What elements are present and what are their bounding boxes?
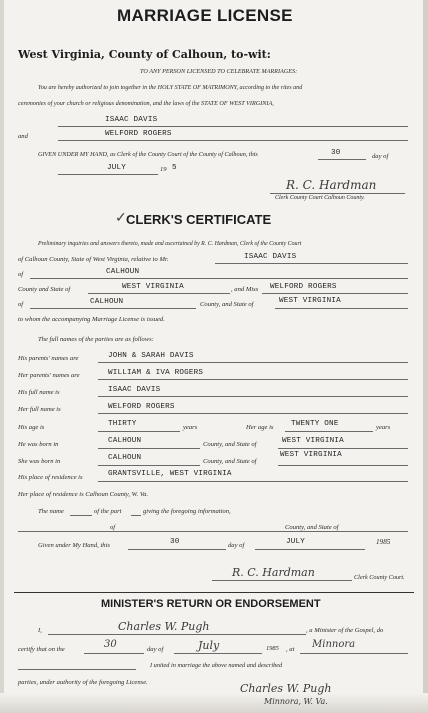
his-residence-label: His place of residence is <box>18 474 83 481</box>
license-day: 30 <box>331 149 341 157</box>
her-full-name: WELFORD ROGERS <box>108 403 175 411</box>
minister-signature-place: Minnora, W. Va. <box>264 697 328 706</box>
mr-name: ISAAC DAVIS <box>244 253 297 261</box>
name-of-part-a: The name <box>38 508 64 515</box>
clerk-signature-certificate: R. C. Hardman <box>232 566 315 579</box>
minister-place: Minnora <box>312 639 356 650</box>
his-age-label: His age is <box>18 424 45 431</box>
her-full-name-label: Her full name is <box>18 406 61 413</box>
given-month: JULY <box>286 538 306 546</box>
name-blank-underline <box>70 515 92 516</box>
she-born-state: WEST VIRGINIA <box>280 451 342 459</box>
minister-title: MINISTER'S RETURN OR ENDORSEMENT <box>101 598 321 610</box>
full-names-intro: The full names of the parties are as follows: <box>38 336 154 343</box>
clerk-caption-license: Clerk County Court Calhoun County. <box>275 195 365 201</box>
minister-year: 1985 <box>266 645 279 652</box>
minister-blank-underline <box>18 669 136 670</box>
bride-county: CALHOUN <box>90 298 124 306</box>
name-of-part-b: of the part <box>94 508 122 515</box>
clerk-caption-certificate: Clerk County Court. <box>354 574 405 581</box>
and-label: and <box>18 133 28 140</box>
united-text: I united in marriage the above named and described <box>150 662 283 669</box>
groom-town: CALHOUN <box>106 268 140 276</box>
his-age-underline <box>98 431 180 432</box>
her-residence-text: Her place of residence is Calhoun County, W. Va. <box>18 491 149 498</box>
of-label: of <box>18 271 24 278</box>
minister-day: 30 <box>104 639 117 650</box>
minister-day-of: day of <box>147 646 164 653</box>
miss-name: WELFORD ROGERS <box>270 283 337 291</box>
he-born-underline <box>98 448 200 449</box>
given-hand-label: Given under My Hand, this <box>38 542 110 549</box>
to-whom-text: to whom the accompanying Marriage License is issued. <box>18 316 165 323</box>
minister-of-gospel: , a Minister of the Gospel, do <box>306 627 384 634</box>
minister-i-label: I, <box>38 627 42 634</box>
part-blank-underline <box>131 515 141 516</box>
minister-at-label: , at <box>286 646 295 653</box>
minister-name-signed: Charles W. Pugh <box>118 620 210 633</box>
certificate-title: CLERK'S CERTIFICATE <box>126 212 272 227</box>
he-born-state-underline <box>278 448 408 449</box>
his-full-name-underline <box>98 396 408 397</box>
state-county-heading: West Virginia, County of Calhoun, to-wit: <box>18 48 271 61</box>
minister-month-underline <box>174 653 262 654</box>
certify-label: certify that on the <box>18 646 65 653</box>
minister-month: July <box>198 639 220 652</box>
page-edge-right <box>423 0 428 713</box>
groom-town-underline <box>30 278 408 279</box>
bride-county-underline <box>30 308 196 309</box>
his-age: THIRTY <box>108 420 137 428</box>
license-title: MARRIAGE LICENSE <box>117 6 293 25</box>
bride-of-label: of <box>18 301 24 308</box>
her-parents: WILLIAM & IVA ROGERS <box>108 369 204 377</box>
he-born-state: WEST VIRGINIA <box>282 437 344 445</box>
mr-name-underline <box>215 263 408 264</box>
his-full-name-label: His full name is <box>18 389 60 396</box>
inquiry-line-2: of Calhoun County, State of West Virginia, relative to Mr. <box>18 256 169 263</box>
minister-place-underline <box>300 653 408 654</box>
license-month-underline <box>58 174 158 175</box>
authorize-line-2: ceremonies of your church or religious denomination, and the laws of the STATE OF WEST VIRGINIA, <box>18 100 274 107</box>
given-year: 1985 <box>376 538 391 546</box>
her-age-underline <box>285 431 373 432</box>
license-month: JULY <box>107 164 127 172</box>
county-state-label: County and State of <box>18 286 71 293</box>
given-month-underline <box>255 549 365 550</box>
clerk-signature-certificate-underline <box>212 580 352 581</box>
of-label-2: of <box>110 524 116 531</box>
license-year-prefix: 19 <box>160 166 167 173</box>
she-born-state-underline <box>278 465 408 466</box>
minister-day-underline <box>84 653 144 654</box>
groom-underline <box>58 126 408 127</box>
her-age-label: Her age is <box>246 424 274 431</box>
her-age: TWENTY ONE <box>291 420 339 428</box>
he-born-state-label: County, and State of <box>203 441 257 448</box>
she-born: CALHOUN <box>108 454 142 462</box>
miss-name-underline <box>262 293 408 294</box>
given-under-hand-text: GIVEN UNDER MY HAND, as Clerk of the County Court of the County of Calhoun, this <box>38 151 258 158</box>
section-divider <box>14 592 414 593</box>
license-day-underline <box>318 159 366 160</box>
groom-state: WEST VIRGINIA <box>122 283 184 291</box>
bride-state-underline <box>275 308 408 309</box>
groom-state-underline <box>88 293 230 294</box>
minister-signature: Charles W. Pugh <box>240 682 332 695</box>
his-parents: JOHN & SARAH DAVIS <box>108 352 194 360</box>
bride-name: WELFORD ROGERS <box>105 130 172 138</box>
given-day: 30 <box>170 538 180 546</box>
her-parents-underline <box>98 379 408 380</box>
license-day-of: day of <box>372 153 389 160</box>
authorize-line-1: You are hereby authorized to join together in the HOLY STATE OF MATRIMONY, according to the rites and <box>38 85 303 91</box>
she-born-underline <box>98 465 200 466</box>
minister-name-underline <box>48 634 306 635</box>
his-residence: GRANTSVILLE, WEST VIRGINIA <box>108 470 232 478</box>
he-born: CALHOUN <box>108 437 142 445</box>
informant-county-underline <box>118 531 284 532</box>
name-of-part-c: giving the foregoing information, <box>143 508 231 515</box>
clerk-signature-license: R. C. Hardman <box>286 178 377 192</box>
page-bottom-shade <box>0 693 428 713</box>
his-residence-underline <box>98 481 408 482</box>
county-state-of-label: County, and State of <box>200 301 254 308</box>
page-edge-left <box>0 0 4 713</box>
given-day-underline <box>128 549 226 550</box>
inquiry-line-1: Preliminary inquiries and answers thereto, made and ascertained by R. C. Hardman, Clerk of the County Court <box>38 241 302 247</box>
county-state-of-label-2: County, and State of <box>285 524 339 531</box>
years-label: years <box>183 424 198 431</box>
his-parents-label: His parents' names are <box>18 355 79 362</box>
bride-state: WEST VIRGINIA <box>279 297 341 305</box>
check-mark-icon: ✓ <box>115 211 127 226</box>
license-year-suffix: 5 <box>172 164 177 172</box>
her-full-name-underline <box>98 413 408 414</box>
she-born-state-label: County, and State of <box>203 458 257 465</box>
bride-underline <box>58 140 408 141</box>
his-full-name: ISAAC DAVIS <box>108 386 161 394</box>
parties-text: parties, under authority of the foregoing License. <box>18 679 148 686</box>
clerk-signature-underline <box>270 193 405 194</box>
his-parents-underline <box>98 362 408 363</box>
her-parents-label: Her parents' names are <box>18 372 80 379</box>
she-born-label: She was born in <box>18 458 61 465</box>
given-day-of: day of <box>228 542 245 549</box>
and-miss-label: , and Miss <box>231 286 259 293</box>
addressee-line: TO ANY PERSON LICENSED TO CELEBRATE MARRIAGES: <box>140 68 298 75</box>
groom-name: ISAAC DAVIS <box>105 116 158 124</box>
he-born-label: He was born in <box>18 441 59 448</box>
years-label-2: years <box>376 424 391 431</box>
